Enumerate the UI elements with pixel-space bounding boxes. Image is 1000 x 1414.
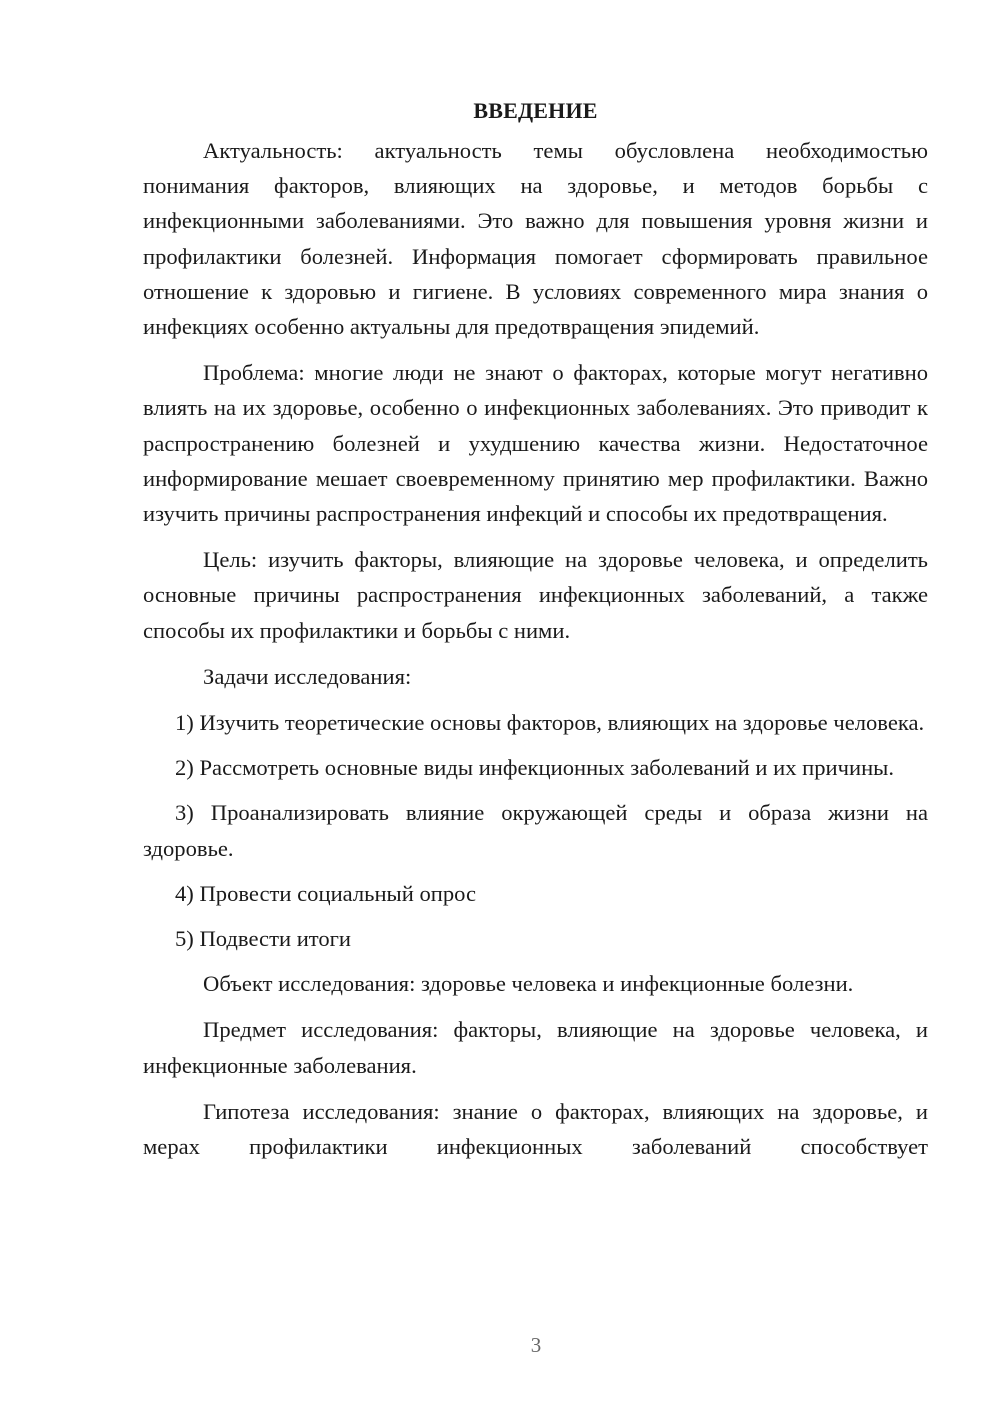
page-number: 3 [530,1333,542,1357]
task-item-3: 3) Проанализировать влияние окружающей среды и образа жизни на здоровье. [143,800,928,861]
task-item-4: 4) Провести социальный опрос [175,880,477,906]
tasks-heading: Задачи исследования: [203,663,412,689]
research-hypothesis-paragraph: Гипотеза исследования: знание о факторах, влияющих на здоровье, и мерах профилактики инфекционных заболеваний способствует [143,1098,928,1160]
task-item-2: 2) Рассмотреть основные виды инфекционных заболеваний и их причины. [175,755,895,781]
research-subject-paragraph: Предмет исследования: факторы, влияющие на здоровье человека, и инфекционные заболевания. [143,1017,928,1078]
page-content [143,94,928,1175]
research-object-paragraph: Объект исследования: здоровье человека и инфекционные болезни. [203,971,854,997]
section-title: ВВЕДЕНИЕ [473,98,598,123]
relevance-paragraph: Актуальность: актуальность темы обусловлена необходимостью понимания факторов, влияющих на здоровье, и методов борьбы с инфекционными заболеваниями. Это важно для повышения уровня жизни и профилактики болезней. Информация помогает сформировать правильное отношение к здоровью и гигиене. В условиях современного мира знания о инфекциях особенно актуальны для предотвращения эпидемий. [143,138,928,340]
problem-paragraph: Проблема: многие люди не знают о факторах, которые могут негативно влиять на их здоровье, особенно о инфекционных заболеваниях. Это приводит к распространению болезней и ухудшению качества жизни. Недостаточное информирование мешает своевременному принятию мер профилактики. Важно изучить причины распространения инфекций и способы их предотвращения. [143,360,928,527]
task-item-1: 1) Изучить теоретические основы факторов, влияющих на здоровье человека. [175,710,925,736]
goal-paragraph: Цель: изучить факторы, влияющие на здоровье человека, и определить основные причины распространения инфекционных заболеваний, а также способы их профилактики и борьбы с ними. [143,547,928,643]
task-item-5: 5) Подвести итоги [175,926,352,952]
